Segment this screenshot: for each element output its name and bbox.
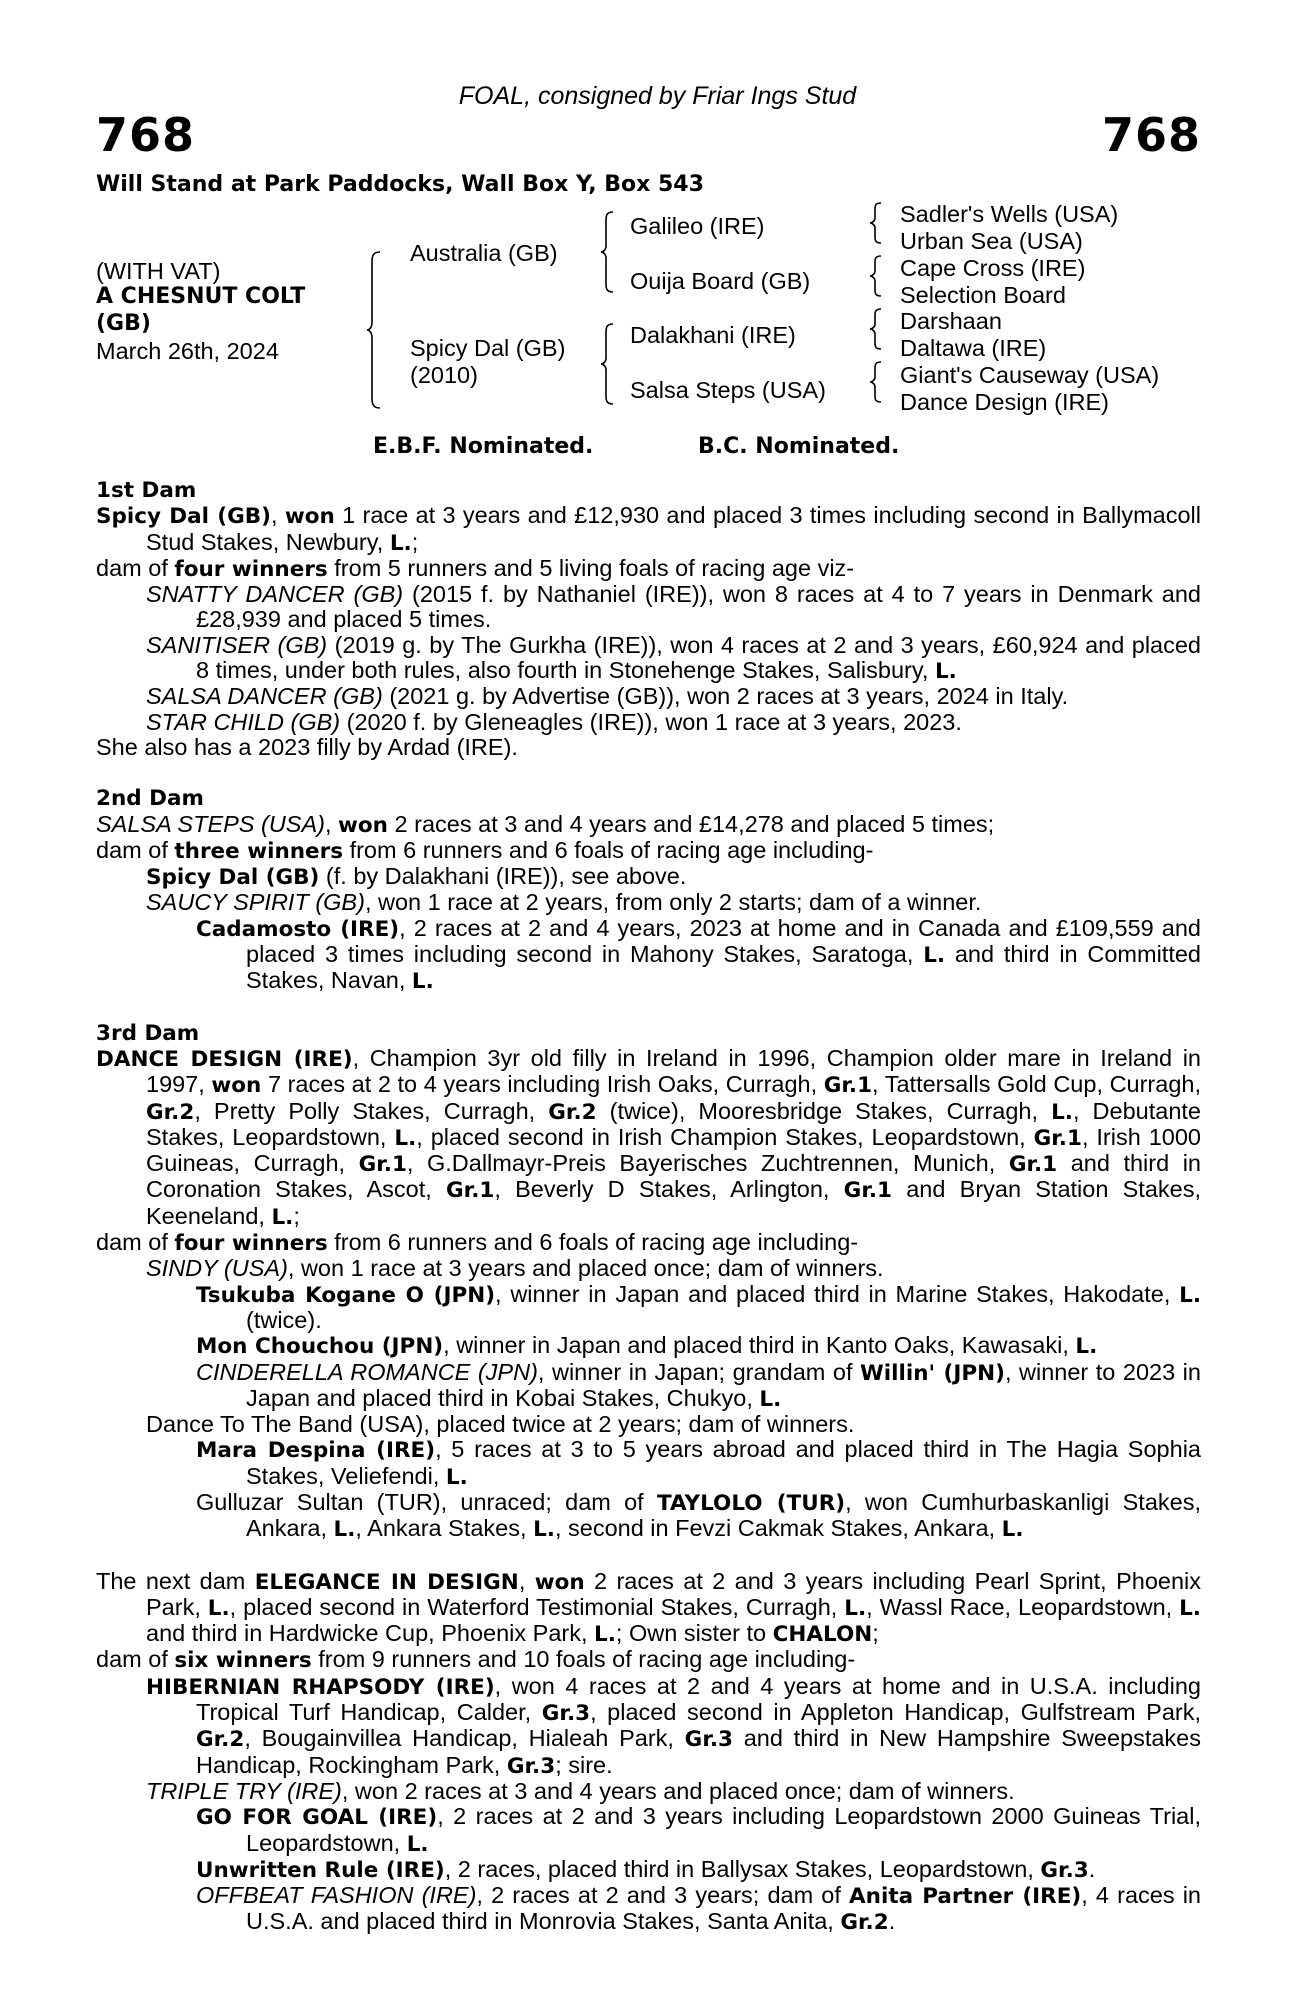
bold-text: TAYLOLO (TUR) [656, 1490, 846, 1516]
text-run: , won 2 races at 3 and 4 years and placed once; dam of winners. [341, 1777, 1015, 1804]
great-grandparent-6: Daltawa (IRE) [900, 335, 1047, 361]
bold-text: won [534, 1569, 585, 1595]
section-gap [96, 760, 1201, 786]
stand-location: Will Stand at Park Paddocks, Wall Box Y, Box 543 [96, 172, 704, 197]
pedigree-entry [96, 1046, 1201, 1230]
text-run: , Beverly D Stakes, Arlington, [494, 1176, 844, 1203]
text-run: (2019 g. by The Gurkha (IRE)), won 4 races at 2 and 3 years, £60,924 and placed 8 times, under both rules, also fourth in Stonehenge Stakes, Salisbury, [196, 631, 1202, 684]
bold-text: HIBERNIAN RHAPSODY (IRE) [146, 1674, 495, 1700]
text-run: and third in Coronation Stakes, Ascot, [146, 1150, 1202, 1203]
section-heading [96, 478, 1201, 503]
text-run: She also has a 2023 filly by Ardad (IRE). [96, 733, 518, 760]
bold-text: L. [1051, 1099, 1073, 1125]
great-grandparent-3: Cape Cross (IRE) [900, 255, 1086, 281]
dam: Spicy Dal (GB) [410, 335, 566, 361]
text-run: , Champion 3yr old filly in Ireland in 1996, Champion older mare in Ireland in 1997, [146, 1044, 1202, 1098]
text-run: , won 1 race at 2 years, from only 2 starts; dam of a winner. [364, 889, 982, 916]
bold-text: three winners [174, 838, 344, 864]
sire-sire: Galileo (IRE) [630, 213, 765, 239]
bold-text: Willin' (JPN) [860, 1360, 1005, 1386]
pedigree-entry [96, 1857, 1201, 1883]
section-gap [96, 995, 1201, 1021]
bold-text: Mon Chouchou (JPN) [196, 1334, 444, 1360]
pedigree-entry [96, 1282, 1201, 1334]
text-run: dam of [96, 1229, 175, 1256]
text-run: ; [411, 528, 419, 555]
bold-text: Gr.3 [684, 1727, 733, 1753]
text-run: (f. by Dalakhani (IRE)), see above. [319, 863, 687, 890]
bold-text: won [338, 812, 388, 838]
bold-text: DANCE DESIGN (IRE) [96, 1046, 353, 1072]
text-run: , placed second in Irish Champion Stakes, Leopardstown, [416, 1123, 1034, 1150]
bold-text: L. [445, 1464, 468, 1490]
bold-text: Gr.2 [840, 1910, 889, 1936]
pedigree-bracket-g4 [868, 359, 888, 405]
bold-text: L. [394, 1125, 417, 1151]
section-heading [96, 1021, 1201, 1046]
italic-text: STAR CHILD (GB) [146, 708, 341, 735]
italic-text: CINDERELLA ROMANCE (JPN) [196, 1358, 538, 1385]
text-run: , winner in Japan and placed third in Kanto Oaks, Kawasaki, [443, 1332, 1076, 1359]
text-run: ; sire. [555, 1751, 613, 1778]
bold-text: Gr.3 [541, 1701, 591, 1727]
text-run: 1 race at 3 years and £12,930 and placed 3 times including second in Ballymacoll Stud Stakes, Newbury, [146, 502, 1201, 555]
section-heading [96, 786, 1201, 811]
text-run: , 2 races at 2 and 3 years including Leopardstown 2000 Guineas Trial, Leopardstown, [246, 1803, 1202, 1856]
text-run: , G.Dallmayr-Preis Bayerisches Zuchtrennen, Munich, [406, 1150, 1009, 1177]
text-run: dam of [96, 554, 175, 581]
text-run: (2021 g. by Advertise (GB)), won 2 races at 3 years, 2024 in Italy. [382, 683, 1069, 710]
great-grandparent-4: Selection Board [900, 282, 1066, 308]
text-run: , won 1 race at 3 years and placed once; dam of winners. [287, 1255, 884, 1282]
text-run: , Irish 1000 Guineas, Curragh, [146, 1123, 1202, 1177]
bold-text: L. [271, 1204, 294, 1230]
great-grandparent-1: Sadler's Wells (USA) [900, 201, 1119, 227]
bold-text: Gr.1 [1033, 1125, 1082, 1151]
italic-text: SAUCY SPIRIT (GB) [146, 889, 365, 916]
pedigree-bracket-g3 [868, 306, 888, 352]
lot-title-line2: (GB) [96, 311, 151, 336]
text-run: , Tattersalls Gold Cup, Curragh, [872, 1071, 1201, 1098]
pedigree-entry [96, 684, 1201, 709]
text-run: dam of [96, 836, 175, 863]
pedigree-entry [96, 710, 1201, 735]
text-run: dam of [96, 1646, 175, 1673]
text-run: from 6 runners and 6 foals of racing age including- [327, 1229, 859, 1256]
bold-text: won [284, 504, 335, 530]
text-run: (2015 f. by Nathaniel (IRE)), won 8 races at 4 to 7 years in Denmark and £28,939 and placed 5 times. [196, 581, 1201, 633]
bold-text: Gr.2 [548, 1099, 597, 1125]
pedigree-entry [96, 1360, 1201, 1413]
lot-number-right: 768 [1101, 108, 1201, 162]
text-run: , winner in Japan and placed third in Marine Stakes, Hakodate, [495, 1280, 1180, 1307]
text-run: , [518, 1567, 535, 1594]
bold-text: L. [207, 1595, 230, 1621]
italic-text: SINDY (USA) [146, 1255, 288, 1282]
bold-text: Gr.3 [506, 1753, 556, 1779]
bold-text: Gr.1 [358, 1152, 407, 1178]
bold-text: Gr.2 [196, 1727, 245, 1753]
text-run: , [324, 810, 339, 837]
italic-text: SALSA DANCER (GB) [146, 683, 383, 710]
bold-text: L. [934, 659, 957, 685]
dam-dam: Salsa Steps (USA) [630, 377, 826, 403]
bold-text: L. [1001, 1517, 1024, 1543]
bold-text: L. [406, 1831, 429, 1857]
text-run: (twice). [246, 1306, 322, 1333]
bold-text: Anita Partner (IRE) [849, 1884, 1082, 1910]
text-run: (twice), Mooresbridge Stakes, Curragh, [596, 1097, 1052, 1124]
bold-text: CHALON [772, 1622, 873, 1648]
bold-text: Gr.1 [823, 1073, 873, 1099]
pedigree-entry [96, 1333, 1201, 1359]
bold-text: 3rd Dam [96, 1020, 200, 1046]
bold-text: L. [1179, 1595, 1201, 1621]
text-run: , [270, 502, 285, 529]
pedigree-entry [96, 838, 1201, 864]
bold-text: L. [389, 530, 412, 556]
text-run: , 2 races, placed third in Ballysax Stakes, Leopardstown, [444, 1855, 1041, 1882]
pedigree-bracket-main [366, 250, 388, 410]
pedigree-entry [96, 1569, 1201, 1648]
text-run: , Debutante Stakes, Leopardstown, [146, 1097, 1202, 1150]
pedigree-entry [96, 1779, 1201, 1804]
catalogue-body [96, 478, 1201, 1936]
pedigree-entry [96, 864, 1201, 890]
text-run: , Ankara Stakes, [355, 1515, 534, 1542]
pedigree-entry [96, 1412, 1201, 1437]
text-run: , placed second in Appleton Handicap, Gulfstream Park, [590, 1699, 1201, 1726]
pedigree-entry [96, 1230, 1201, 1256]
text-run: , 2 races at 2 and 3 years; dam of [476, 1882, 850, 1909]
bold-text: six winners [174, 1648, 312, 1674]
text-run: ; [293, 1202, 300, 1229]
text-run: from 6 runners and 6 foals of racing age including- [343, 836, 874, 863]
text-run: and third in New Hampshire Sweepstakes Handicap, Rockingham Park, [196, 1725, 1202, 1778]
great-grandparent-8: Dance Design (IRE) [900, 389, 1109, 415]
text-run: , second in Fevzi Cakmak Stakes, Ankara, [554, 1515, 1002, 1542]
bold-text: won [211, 1073, 262, 1099]
text-run: 7 races at 2 to 4 years including Irish Oaks, Curragh, [261, 1071, 824, 1098]
text-run: , Pretty Polly Stakes, Curragh, [194, 1097, 549, 1124]
bold-text: L. [594, 1622, 616, 1648]
pedigree-entry [96, 916, 1201, 995]
great-grandparent-7: Giant's Causeway (USA) [900, 362, 1160, 388]
text-run: (2020 f. by Gleneagles (IRE)), won 1 race at 3 years, 2023. [340, 708, 962, 735]
italic-text: OFFBEAT FASHION (IRE) [196, 1882, 477, 1909]
bold-text: L. [923, 943, 946, 969]
bold-text: L. [333, 1517, 356, 1543]
text-run: and third in Hardwicke Cup, Phoenix Park, [146, 1620, 595, 1647]
text-run: The next dam [96, 1567, 255, 1594]
bold-text: ELEGANCE IN DESIGN [254, 1569, 519, 1595]
pedigree-bracket-g2 [868, 253, 888, 299]
pedigree-entry [96, 503, 1201, 556]
vat-note: (WITH VAT) [96, 258, 221, 284]
text-run: , won Cumhurbaskanligi Stakes, Ankara, [246, 1488, 1201, 1542]
bold-text: Gr.2 [146, 1099, 195, 1125]
text-run: 2 races at 3 and 4 years and £14,278 and placed 5 times; [388, 810, 995, 837]
bold-text: four winners [174, 1231, 328, 1257]
text-run: from 5 runners and 5 living foals of racing age viz- [327, 554, 855, 581]
pedigree-entry [96, 1490, 1201, 1543]
bold-text: L. [759, 1386, 782, 1412]
bold-text: Cadamosto (IRE) [196, 916, 400, 942]
text-run: , placed second in Waterford Testimonial Stakes, Curragh, [229, 1593, 845, 1620]
bold-text: Tsukuba Kogane O (JPN) [196, 1282, 496, 1308]
pedigree-entry [96, 1674, 1201, 1779]
bc-nomination: B.C. Nominated. [698, 434, 900, 459]
text-run: , 4 races in U.S.A. and placed third in Monrovia Stakes, Santa Anita, [246, 1882, 1202, 1935]
text-run: Gulluzar Sultan (TUR), unraced; dam of [196, 1488, 657, 1515]
text-run: ; [872, 1620, 879, 1647]
bold-text: L. [1075, 1334, 1098, 1360]
bold-text: L. [1179, 1282, 1201, 1308]
text-run: 2 races at 2 and 3 years including Pearl Sprint, Phoenix Park, [146, 1567, 1201, 1620]
text-run: , won 4 races at 2 and 4 years at home and in U.S.A. including Tropical Turf Handicap, Calder, [196, 1672, 1201, 1726]
bold-text: 2nd Dam [96, 786, 204, 812]
pedigree-entry [96, 1437, 1201, 1490]
bold-text: Unwritten Rule (IRE) [196, 1857, 445, 1883]
dam-sire: Dalakhani (IRE) [630, 322, 796, 348]
dam-year: (2010) [410, 362, 478, 388]
pedigree-entry [96, 1256, 1201, 1281]
bold-text: L. [411, 969, 434, 995]
pedigree-bracket-g1 [868, 200, 888, 246]
bold-text: Gr.3 [1040, 1857, 1089, 1883]
bold-text: L. [533, 1517, 555, 1543]
text-run: , Bougainvillea Handicap, Hialeah Park, [244, 1725, 685, 1752]
pedigree-entry [96, 556, 1201, 582]
text-run: ; Own sister to [615, 1620, 773, 1647]
text-run: Dance To The Band (USA), placed twice at 2 years; dam of winners. [146, 1411, 855, 1438]
bold-text: 1st Dam [96, 478, 197, 503]
text-run: , winner in Japan; grandam of [537, 1358, 860, 1385]
lot-number-left: 768 [96, 108, 196, 162]
text-run: . [1088, 1855, 1096, 1882]
bold-text: Gr.1 [1008, 1152, 1058, 1178]
text-run: , 5 races at 3 to 5 years abroad and placed third in The Hagia Sophia Stakes, Veliefendi, [246, 1436, 1201, 1489]
bold-text: Gr.1 [843, 1178, 892, 1204]
sire: Australia (GB) [410, 240, 558, 266]
text-run: , Wassl Race, Leopardstown, [866, 1593, 1180, 1620]
text-run: , winner to 2023 in Japan and placed third in Kobai Stakes, Chukyo, [246, 1358, 1201, 1411]
foaling-date: March 26th, 2024 [96, 338, 279, 364]
italic-text: SANITISER (GB) [146, 631, 328, 658]
lot-title-line1: A CHESNUT COLT [96, 284, 306, 309]
pedigree-bracket-dam [600, 322, 620, 406]
italic-text: SALSA STEPS (USA) [96, 810, 325, 837]
bold-text: Spicy Dal (GB) [96, 504, 271, 530]
text-run: from 9 runners and 10 foals of racing age including- [311, 1646, 856, 1673]
bold-text: L. [844, 1595, 867, 1621]
text-run: and Bryan Station Stakes, Keeneland, [146, 1176, 1202, 1229]
text-run: . [888, 1908, 896, 1935]
text-run: , 2 races at 2 and 4 years, 2023 at home and in Canada and £109,559 and placed 3 times including second in Mahony Stakes, Saratoga, [246, 914, 1201, 968]
pedigree-entry [96, 582, 1201, 633]
bold-text: Gr.1 [446, 1178, 495, 1204]
section-gap [96, 1543, 1201, 1569]
ebf-nomination: E.B.F. Nominated. [373, 434, 594, 459]
great-grandparent-5: Darshaan [900, 308, 1002, 334]
great-grandparent-2: Urban Sea (USA) [900, 228, 1083, 254]
pedigree-entry [96, 1883, 1201, 1936]
italic-text: SNATTY DANCER (GB) [146, 581, 404, 608]
pedigree-entry [96, 633, 1201, 685]
italic-text: TRIPLE TRY (IRE) [146, 1777, 342, 1804]
sire-dam: Ouija Board (GB) [630, 268, 811, 294]
pedigree-entry [96, 1647, 1201, 1673]
pedigree-bracket-sire [600, 210, 620, 294]
consignor-line: FOAL, consigned by Friar Ings Stud [458, 82, 857, 110]
pedigree-entry [96, 812, 1201, 838]
text-run: and third in Committed Stakes, Navan, [246, 941, 1201, 994]
pedigree-entry [96, 1804, 1201, 1857]
pedigree-entry [96, 890, 1201, 915]
pedigree-entry [96, 735, 1201, 760]
bold-text: Spicy Dal (GB) [146, 865, 320, 891]
bold-text: four winners [174, 556, 328, 582]
bold-text: Mara Despina (IRE) [196, 1438, 436, 1464]
bold-text: GO FOR GOAL (IRE) [196, 1805, 438, 1831]
